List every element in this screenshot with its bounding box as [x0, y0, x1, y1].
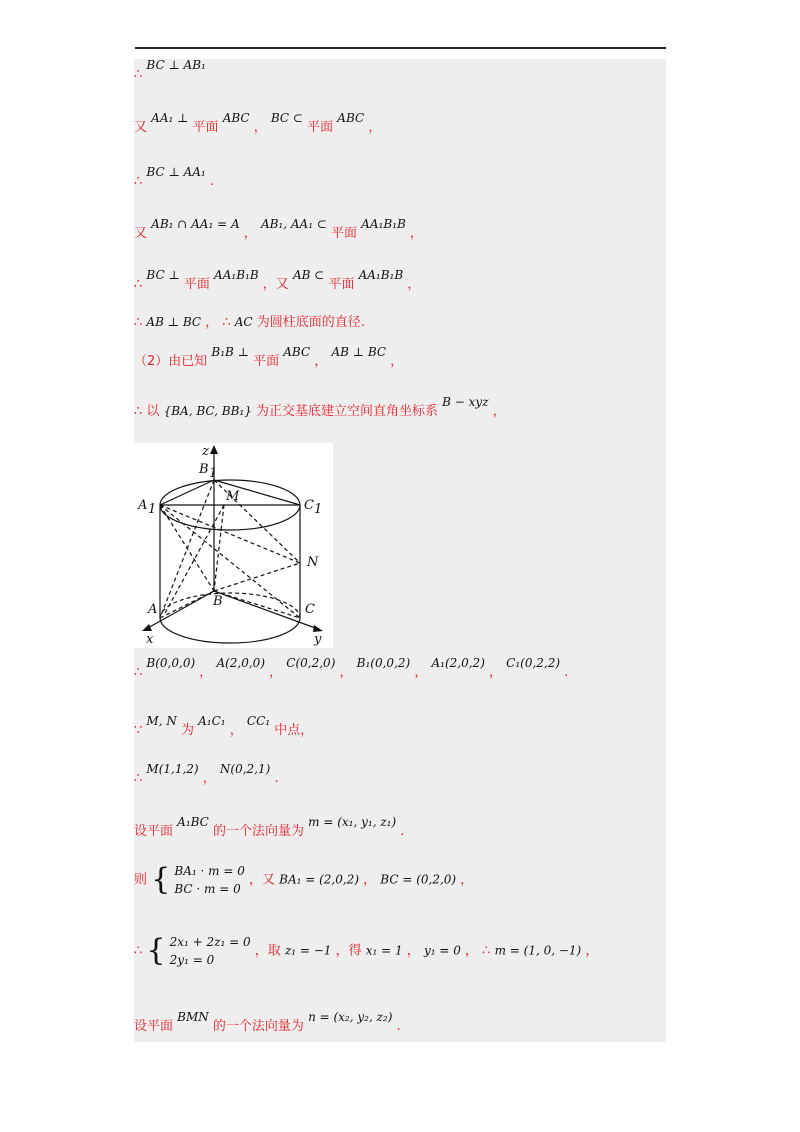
text: ，	[243, 226, 257, 241]
equation: BC · m = 0	[174, 882, 241, 896]
equation-system	[170, 933, 251, 969]
label-c1: C	[304, 498, 314, 513]
math-expr: B₁B ⊥	[211, 345, 249, 359]
because-symbol: ∵	[134, 723, 143, 738]
left-brace: {	[146, 933, 166, 968]
text: 的一个法向量为	[212, 1019, 304, 1034]
label-b1-sub: 1	[209, 466, 218, 481]
equation: 2x₁ + 2z₁ = 0	[169, 935, 251, 949]
label-a1-sub: 1	[148, 502, 157, 517]
text: 平面	[253, 354, 280, 369]
math-expr: ABC	[283, 345, 311, 359]
math-expr: BMN	[177, 1010, 209, 1024]
math-expr: BC = (0,2,0)	[380, 872, 457, 887]
line-8	[134, 395, 506, 420]
segment-mb	[214, 505, 224, 591]
text: 又	[134, 226, 148, 241]
text: ，得	[335, 943, 362, 959]
text: ，	[460, 872, 474, 888]
math-expr: AA₁B₁B	[358, 268, 404, 282]
math-expr: y₁ = 0	[423, 943, 461, 958]
therefore-symbol: ∴	[134, 315, 143, 330]
label-n: N	[307, 555, 319, 570]
therefore-symbol: ∴	[222, 315, 231, 330]
cylinder-diagram	[134, 443, 333, 648]
therefore-symbol: ∴	[134, 771, 143, 786]
text: 又	[134, 120, 148, 135]
line-15	[134, 1010, 401, 1035]
math-expr: CC₁	[246, 714, 271, 728]
text: .	[396, 1019, 401, 1034]
text: ，	[199, 665, 213, 680]
math-expr: BA₁ = (2,0,2)	[279, 872, 359, 887]
math-expr: AB ⊥ BC	[146, 315, 202, 329]
cylinder-figure	[134, 443, 333, 648]
text: 设平面	[134, 824, 174, 839]
line-13	[134, 862, 473, 898]
math-expr: AA₁ ⊥	[151, 111, 189, 125]
label-y: y	[314, 632, 322, 647]
text: ，	[414, 665, 428, 680]
math-expr: BC ⊥	[146, 268, 180, 282]
text: ，	[585, 943, 599, 959]
text: ，	[465, 943, 479, 959]
line-5	[134, 268, 421, 293]
coordinate: N(0,2,1)	[219, 762, 271, 776]
math-expr: AA₁B₁B	[214, 268, 259, 282]
text: 平面	[328, 277, 355, 292]
text: ，	[205, 315, 219, 330]
text: 则	[134, 872, 148, 888]
coordinate: B₁(0,0,2)	[356, 656, 411, 670]
equation-system	[174, 862, 244, 898]
text: .	[274, 771, 279, 786]
math-expr: AB ⊂	[292, 268, 325, 282]
line-12	[134, 815, 405, 840]
text: 为圆柱底面的直径.	[256, 315, 365, 330]
text: 为正交基底建立空间直角坐标系	[255, 404, 438, 419]
math-expr: A₁BC	[177, 815, 209, 829]
text: ，	[489, 665, 503, 680]
text: 平面	[192, 120, 219, 135]
therefore-symbol: ∴	[134, 67, 143, 82]
math-expr: BC ⊥ AA₁	[146, 165, 206, 179]
text: 以	[146, 404, 160, 419]
text: ，	[390, 354, 404, 369]
coordinate: A₁(2,0,2)	[431, 656, 485, 670]
math-expr: AA₁B₁B	[361, 217, 406, 231]
text: ，又	[262, 277, 289, 292]
text: 设平面	[134, 1019, 174, 1034]
math-expr: x₁ = 1	[365, 943, 403, 958]
text: ，	[202, 771, 216, 786]
label-a: A	[148, 602, 158, 617]
therefore-symbol: ∴	[134, 174, 143, 189]
label-b1: B	[199, 462, 209, 477]
label-c: C	[305, 602, 315, 617]
math-expr: BC ⊂	[270, 111, 303, 125]
text: （2）由已知	[134, 354, 208, 369]
line-14	[134, 933, 598, 969]
math-expr: ABC	[222, 111, 250, 125]
coordinate: C₁(0,2,2)	[506, 656, 561, 670]
coordinate: C(0,2,0)	[286, 656, 336, 670]
text: .	[564, 665, 569, 680]
text: ，	[269, 665, 283, 680]
line-11	[134, 762, 279, 787]
math-expr: AB ⊥ BC	[331, 345, 387, 359]
y-arrow	[313, 625, 323, 632]
left-brace: {	[151, 862, 171, 897]
text: 中点，	[274, 723, 314, 738]
header-rule	[135, 47, 666, 49]
text: ，	[407, 277, 421, 292]
text: 平面	[183, 277, 210, 292]
segment-bn	[214, 563, 300, 591]
segment-a1n	[160, 505, 300, 563]
therefore-symbol: ∴	[134, 277, 143, 292]
line-10	[134, 714, 314, 739]
text: ，	[339, 665, 353, 680]
therefore-symbol: ∴	[482, 943, 491, 959]
coordinate: A(2,0,0)	[216, 656, 265, 670]
label-c1-sub: 1	[314, 502, 323, 517]
line-7	[134, 345, 404, 370]
text: ，	[253, 120, 267, 135]
coordinate: M(1,1,2)	[146, 762, 199, 776]
line-1	[134, 58, 206, 83]
math-expr: B − xyz	[442, 395, 489, 409]
segment-ab	[160, 591, 214, 618]
therefore-symbol: ∴	[134, 943, 143, 959]
math-expr: AC	[234, 315, 253, 329]
text: ，又	[248, 872, 275, 888]
math-expr: BC ⊥ AB₁	[146, 58, 206, 72]
line-3	[134, 165, 214, 190]
math-expr: m = (1, 0, −1)	[494, 943, 582, 958]
text: ，	[406, 943, 420, 959]
line-2	[134, 111, 382, 136]
math-expr: ABC	[337, 111, 365, 125]
math-expr: AB₁ ∩ AA₁ = A	[151, 217, 240, 231]
equation: BA₁ · m = 0	[174, 864, 245, 878]
bottom-front-arc	[160, 618, 300, 643]
text: ，	[314, 354, 328, 369]
text: 平面	[331, 226, 358, 241]
math-expr: z₁ = −1	[284, 943, 332, 958]
text: ，	[368, 120, 382, 135]
text: .	[209, 174, 214, 189]
text: ，	[229, 723, 243, 738]
text: 为	[180, 723, 194, 738]
line-9	[134, 656, 569, 681]
label-a1: A	[138, 498, 148, 513]
math-expr: A₁C₁	[198, 714, 226, 728]
math-expr: m = (x₁, y₁, z₁)	[308, 815, 397, 829]
label-m: M	[226, 489, 240, 504]
line-4	[134, 217, 423, 242]
text: 的一个法向量为	[213, 824, 305, 839]
therefore-symbol: ∴	[134, 665, 143, 680]
equation: 2y₁ = 0	[169, 953, 215, 967]
therefore-symbol: ∴	[134, 404, 143, 419]
label-x: x	[146, 632, 154, 647]
text: .	[400, 824, 405, 839]
text: ，	[363, 872, 377, 888]
segment-a1c	[160, 505, 300, 618]
math-expr: AB₁, AA₁ ⊂	[260, 217, 327, 231]
line-6	[134, 314, 365, 331]
z-arrow	[210, 445, 218, 454]
coordinate: B(0,0,0)	[146, 656, 196, 670]
label-z: z	[202, 444, 209, 459]
text: ，	[492, 404, 506, 419]
math-expr: M, N	[146, 714, 177, 728]
x-arrow	[142, 624, 152, 631]
label-b: B	[213, 594, 223, 609]
text: ，取	[254, 943, 281, 959]
math-expr: n = (x₂, y₂, z₂)	[308, 1010, 393, 1024]
math-expr: {BA, BC, BB₁}	[163, 404, 252, 418]
text: ，	[409, 226, 423, 241]
text: 平面	[307, 120, 334, 135]
